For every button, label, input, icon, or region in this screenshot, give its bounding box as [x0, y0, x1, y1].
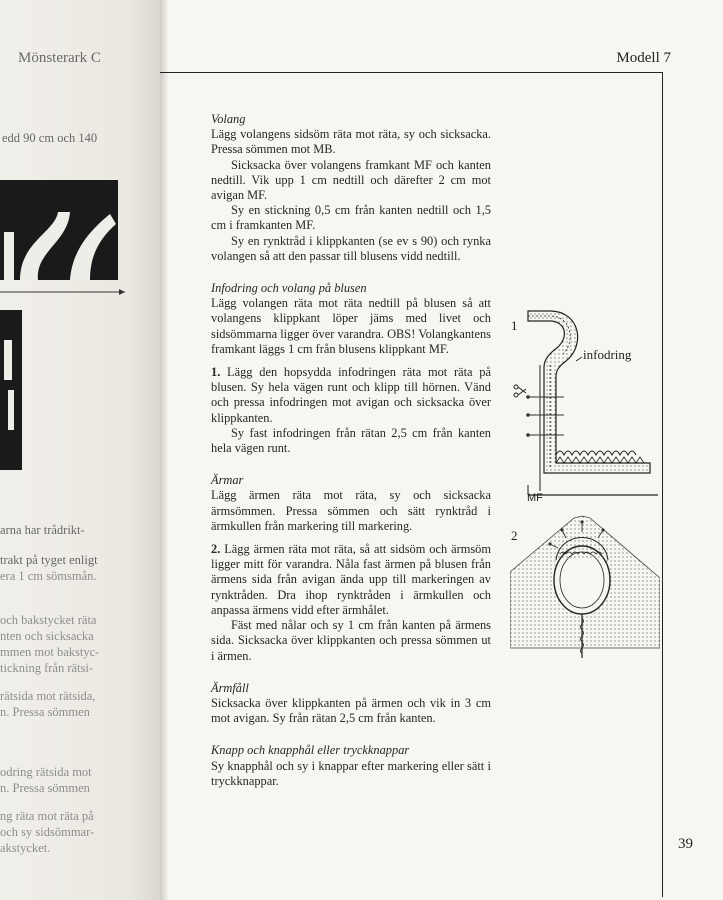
left-page-title: Mönsterark C [18, 50, 101, 66]
figure-1-number: 1 [511, 318, 518, 333]
page-model-title: Modell 7 [616, 50, 671, 66]
step-paragraph [211, 365, 491, 426]
step-text: Lägg den hopsydda infodringen räta mot räta på blusen. Sy hela vägen runt och klipp till hörnen. Vänd och pressa infodringen mot avigan och sicksacka över klippkanten. [211, 365, 491, 425]
left-text-fragment: tickning från rätsi- [0, 661, 94, 675]
page-number: 39 [678, 836, 693, 852]
left-pattern-piece-lower [0, 310, 40, 480]
figure-1-label-mf: MF [527, 492, 543, 504]
left-text-fragment: n. Pressa sömmen [0, 705, 90, 719]
left-text-fragment: era 1 cm sömsmån. [0, 569, 97, 583]
left-text-fragment: mmen mot bakstyc- [0, 645, 100, 659]
left-text-fragment: akstycket. [0, 841, 51, 855]
section-heading-volang: Volang [211, 112, 246, 126]
step-paragraph [211, 542, 491, 618]
figure-1-label-infodring: infodring [583, 347, 632, 362]
left-text-fragment: arna har trådrikt- [0, 523, 85, 537]
paragraph: Lägg volangen räta mot räta nedtill på blusen så att volangens klippkant löper jäms med livet och sidsömmarna ligger över varandra. OBS! Volangkantens framkant läggs 1 cm från blusens klippkant MF. [211, 296, 491, 356]
left-text-fragment: och sy sidsömmar- [0, 825, 95, 839]
left-text-fragment: trakt på tyget enligt [0, 553, 98, 567]
figure-2-number: 2 [511, 528, 518, 543]
paragraph: Lägg ärmen räta mot räta, sy och sicksacka ärmsömmen. Pressa sömmen och sätt rynktråd i ärmkullen från markering till markering. [211, 488, 491, 533]
section-heading-armar: Ärmar [211, 473, 244, 488]
section-heading-knapp: Knapp och knapphål eller tryckknappar [211, 743, 410, 758]
figure-2-sleeve-diagram [510, 508, 660, 658]
paragraph: Fäst med nålar och sy 1 cm från kanten på ärmens sida. Sicksacka över klippkanten och pressa sömmen ut i ärmen. [211, 618, 491, 663]
left-text-fragment: edd 90 cm och 140 [2, 131, 98, 145]
paragraph: Sy knapphål och sy i knappar efter markering eller sätt i tryckknappar. [211, 758, 491, 788]
left-facing-page [0, 0, 160, 900]
paragraph: Sicksacka över volangens framkant MF och kanten nedtill. Vik upp 1 cm nedtill och därefter 2 cm mot avigan MF. [211, 157, 491, 203]
step-number: 1. [211, 365, 221, 380]
paragraph: Sicksacka över klippkanten på ärmen och vik in 3 cm mot avigan. Sy från rätan 2,5 cm från kanten. [211, 695, 491, 726]
paragraph: Sy en stickning 0,5 cm från kanten nedtill och 1,5 cm i framkanten MF. [211, 203, 491, 233]
left-pattern-illustration [0, 172, 130, 332]
left-text-fragment: n. Pressa sömmen [0, 781, 90, 795]
paragraph: Sy en rynktråd i klippkanten (se ev s 90) och rynka volangen så att den passar till blusens vidd nedtill. [211, 233, 491, 263]
step-number: 2. [211, 542, 221, 557]
paragraph: Sy fast infodringen från rätan 2,5 cm från kanten hela vägen runt. [211, 425, 491, 456]
left-text-fragment: nten och sicksacka [0, 629, 94, 643]
step-text: Lägg ärmen räta mot räta, så att sidsöm och ärmsöm ligger mitt för varandra. Nåla fast ärmen på blusen från ärmens sida från avigan ända upp till markeringen av rynktråden. Dra ihop rynktråden i ärmkullen och anpassa ärmens vidd efter ärmhålet. [211, 542, 491, 617]
left-text-fragment: och bakstycket räta [0, 613, 97, 627]
instructions-column [211, 112, 491, 789]
left-text-fragment: rätsida mot rätsida, [0, 689, 96, 703]
paragraph: Lägg volangens sidsöm räta mot räta, sy och sicksacka. Pressa sömmen mot MB. [211, 127, 491, 157]
section-heading-infodring: Infodring och volang på blusen [211, 281, 367, 296]
section-heading-armfall: Ärmfåll [211, 680, 249, 695]
figure-1-facing-diagram [510, 305, 660, 505]
left-text-fragment: odring rätsida mot [0, 765, 92, 779]
left-text-fragment: ng räta mot räta på [0, 809, 94, 823]
